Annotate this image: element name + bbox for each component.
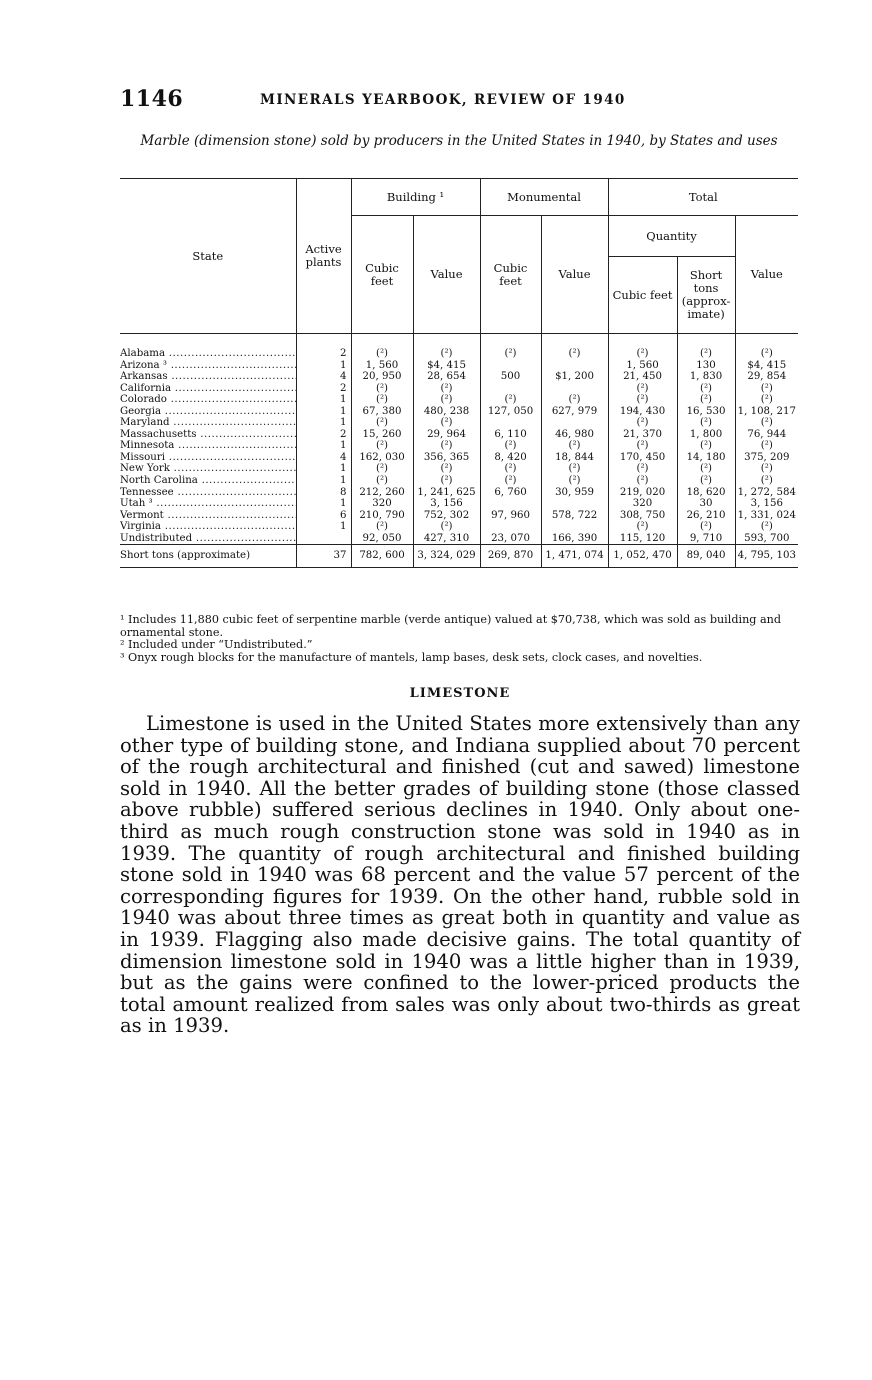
table-row (120, 487, 798, 499)
cell-b-val: (²) (413, 475, 480, 487)
cell-t-tons: (²) (677, 417, 735, 429)
cell-t-tons: (²) (677, 394, 735, 406)
cell-b-cf: (²) (351, 394, 413, 406)
cell-t-val: 1, 108, 217 (735, 406, 798, 418)
cell-b-cf: 212, 260 (351, 487, 413, 499)
cell-m-cf (480, 360, 541, 372)
cell-t-cf: 308, 750 (608, 510, 677, 522)
cell-t-val: 3, 156 (735, 498, 798, 510)
cell-t-val: 4, 795, 103 (735, 545, 798, 568)
state-cell (120, 406, 296, 418)
state-name: Vermont ..... (120, 510, 296, 522)
cell-t-cf: (²) (608, 394, 677, 406)
cell-t-tons: (²) (677, 334, 735, 360)
cell-b-cf: (²) (351, 383, 413, 395)
state-name: Massachusetts ..... (120, 429, 296, 441)
state-cell (120, 360, 296, 372)
state-cell (120, 371, 296, 383)
state-cell (120, 417, 296, 429)
cell-plants: 4 (296, 371, 351, 383)
cell-m-val: $1, 200 (541, 371, 608, 383)
cell-b-cf: 15, 260 (351, 429, 413, 441)
cell-plants: 8 (296, 487, 351, 499)
state-cell (120, 475, 296, 487)
state-name: California ..... (120, 383, 296, 395)
running-title: MINERALS YEARBOOK, REVIEW OF 1940 (260, 92, 626, 108)
cell-m-cf: 23, 070 (480, 533, 541, 545)
cell-m-val (541, 521, 608, 533)
cell-plants: 1 (296, 521, 351, 533)
table-row (120, 360, 798, 372)
header-short-tons: Short tons (approx-imate) (677, 257, 735, 334)
cell-t-tons: (²) (677, 440, 735, 452)
cell-m-val (541, 383, 608, 395)
header-monumental-cubic-feet: Cubic feet (480, 216, 541, 334)
table-row (120, 521, 798, 533)
cell-m-cf: 127, 050 (480, 406, 541, 418)
cell-m-cf (480, 498, 541, 510)
state-cell (120, 334, 296, 360)
table-row (120, 533, 798, 545)
cell-t-cf: 320 (608, 498, 677, 510)
cell-m-val: 1, 471, 074 (541, 545, 608, 568)
cell-t-tons: (²) (677, 521, 735, 533)
header-total-value: Value (735, 216, 798, 334)
cell-t-val: (²) (735, 394, 798, 406)
cell-b-val: 427, 310 (413, 533, 480, 545)
cell-b-val: (²) (413, 521, 480, 533)
state-name: Alabama ..... (120, 348, 296, 360)
table-row (120, 440, 798, 452)
cell-m-cf: 6, 110 (480, 429, 541, 441)
state-cell (120, 498, 296, 510)
cell-plants: 6 (296, 510, 351, 522)
cell-b-val: 356, 365 (413, 452, 480, 464)
cell-t-val: (²) (735, 417, 798, 429)
cell-b-cf: 320 (351, 498, 413, 510)
state-cell (120, 545, 296, 568)
header-building: Building ¹ (351, 179, 480, 216)
table-row (120, 463, 798, 475)
cell-m-val: (²) (541, 475, 608, 487)
page-number: 1146 (120, 86, 184, 112)
cell-m-cf: (²) (480, 394, 541, 406)
cell-b-val: (²) (413, 394, 480, 406)
cell-t-tons: 14, 180 (677, 452, 735, 464)
header-quantity: Quantity (608, 216, 735, 257)
cell-m-cf (480, 417, 541, 429)
cell-b-cf: (²) (351, 334, 413, 360)
cell-b-cf: 20, 950 (351, 371, 413, 383)
cell-b-cf: (²) (351, 440, 413, 452)
cell-plants: 1 (296, 394, 351, 406)
cell-t-cf: (²) (608, 383, 677, 395)
table-header (120, 179, 798, 334)
cell-plants: 1 (296, 360, 351, 372)
cell-t-cf: 115, 120 (608, 533, 677, 545)
state-name: Arizona ³ ..... (120, 360, 296, 372)
cell-plants: 1 (296, 440, 351, 452)
header-monumental: Monumental (480, 179, 608, 216)
state-name: Colorado ..... (120, 394, 296, 406)
cell-plants: 2 (296, 383, 351, 395)
cell-t-cf: 170, 450 (608, 452, 677, 464)
body-paragraph: Limestone is used in the United States more extensively than any other type of building stone, and Indiana supplied about 70 percent of the rough architectural and finished (cut and sawed) limestone sold in 1940. All the better grades of building stone (those classed above rubble) suffered serious declines in 1940. Only about one-third as much rough construction stone was sold in 1940 as in 1939. The quantity of rough architectural and finished building stone sold in 1940 was 68 percent and the value 57 percent of the corresponding figures for 1939. On the other hand, rubble sold in 1940 was about three times as great both in quantity and value as in 1939. Flagging also made decisive gains. The total quantity of dimension limestone sold in 1940 was a little higher than in 1939, but as the gains were confined to the lower-priced products the total amount realized from sales was only about two-thirds as great as in 1939. (120, 712, 800, 1038)
cell-b-val: (²) (413, 463, 480, 475)
cell-t-cf: 194, 430 (608, 406, 677, 418)
cell-m-val: 30, 959 (541, 487, 608, 499)
table-row (120, 406, 798, 418)
footnote-1: ¹ Includes 11,880 cubic feet of serpentine marble (verde antique) valued at $70,738, which was sold as building and ornamental stone. (120, 613, 782, 639)
footnotes (120, 614, 800, 664)
cell-b-cf: 1, 560 (351, 360, 413, 372)
state-cell (120, 487, 296, 499)
cell-plants: 37 (296, 545, 351, 568)
cell-m-val: (²) (541, 334, 608, 360)
cell-b-cf: 92, 050 (351, 533, 413, 545)
cell-b-val: 29, 964 (413, 429, 480, 441)
cell-t-tons: 89, 040 (677, 545, 735, 568)
cell-m-val: 578, 722 (541, 510, 608, 522)
state-cell (120, 394, 296, 406)
cell-b-val: 3, 324, 029 (413, 545, 480, 568)
header-total: Total (608, 179, 798, 216)
cell-t-tons: (²) (677, 475, 735, 487)
cell-t-cf: (²) (608, 440, 677, 452)
state-name: Undistributed ..... (120, 533, 296, 545)
cell-b-cf: (²) (351, 463, 413, 475)
table-row (120, 452, 798, 464)
cell-t-val: 1, 272, 584 (735, 487, 798, 499)
cell-m-val: (²) (541, 440, 608, 452)
cell-t-cf: 21, 370 (608, 429, 677, 441)
cell-b-cf: (²) (351, 475, 413, 487)
cell-plants: 1 (296, 463, 351, 475)
state-name: Georgia ..... (120, 406, 296, 418)
cell-b-cf: (²) (351, 521, 413, 533)
footnote-3: ³ Onyx rough blocks for the manufacture of mantels, lamp bases, desk sets, clock cases, and novelties. (120, 650, 703, 664)
cell-b-cf: (²) (351, 417, 413, 429)
cell-m-val: 627, 979 (541, 406, 608, 418)
cell-m-cf: (²) (480, 475, 541, 487)
cell-t-tons: 16, 530 (677, 406, 735, 418)
cell-b-val: 28, 654 (413, 371, 480, 383)
cell-t-val: 593, 700 (735, 533, 798, 545)
cell-t-cf: 219, 020 (608, 487, 677, 499)
state-name: Missouri ..... (120, 452, 296, 464)
state-cell (120, 510, 296, 522)
cell-b-val: 752, 302 (413, 510, 480, 522)
table-row (120, 371, 798, 383)
header-building-value: Value (413, 216, 480, 334)
state-name: Virginia ..... (120, 521, 296, 533)
header-total-cubic-feet: Cubic feet (608, 257, 677, 334)
state-name: Maryland ..... (120, 417, 296, 429)
cell-t-tons: 1, 830 (677, 371, 735, 383)
cell-m-val: (²) (541, 463, 608, 475)
cell-b-cf: 782, 600 (351, 545, 413, 568)
cell-t-cf: (²) (608, 521, 677, 533)
cell-t-tons: 130 (677, 360, 735, 372)
cell-t-val: 1, 331, 024 (735, 510, 798, 522)
state-name: Utah ³ ..... (120, 498, 296, 510)
cell-b-val: (²) (413, 417, 480, 429)
state-name: Arkansas ..... (120, 371, 296, 383)
cell-b-cf: 162, 030 (351, 452, 413, 464)
running-head (120, 86, 800, 112)
table-row (120, 383, 798, 395)
header-monumental-value: Value (541, 216, 608, 334)
state-cell (120, 521, 296, 533)
cell-b-val: 480, 238 (413, 406, 480, 418)
table-row (120, 334, 798, 360)
cell-plants: 1 (296, 475, 351, 487)
cell-t-tons: 1, 800 (677, 429, 735, 441)
cell-t-tons: (²) (677, 383, 735, 395)
cell-t-val: (²) (735, 475, 798, 487)
cell-plants: 1 (296, 498, 351, 510)
cell-t-val: 375, 209 (735, 452, 798, 464)
cell-m-val: 166, 390 (541, 533, 608, 545)
cell-plants (296, 533, 351, 545)
header-state: State (120, 179, 296, 334)
table-row (120, 394, 798, 406)
table-row (120, 429, 798, 441)
state-name: Minnesota ..... (120, 440, 296, 452)
cell-m-cf: (²) (480, 440, 541, 452)
state-cell (120, 429, 296, 441)
cell-t-cf: (²) (608, 475, 677, 487)
cell-m-cf: 8, 420 (480, 452, 541, 464)
cell-m-val (541, 498, 608, 510)
cell-t-cf: 21, 450 (608, 371, 677, 383)
state-name: Tennessee ..... (120, 487, 296, 499)
footnote-2: ² Included under “Undistributed.” (120, 638, 313, 651)
cell-t-val: $4, 415 (735, 360, 798, 372)
cell-t-val: 76, 944 (735, 429, 798, 441)
cell-m-cf: 500 (480, 371, 541, 383)
state-cell (120, 463, 296, 475)
cell-b-val: 3, 156 (413, 498, 480, 510)
cell-m-val (541, 417, 608, 429)
cell-t-tons: 26, 210 (677, 510, 735, 522)
cell-plants: 1 (296, 417, 351, 429)
state-cell (120, 383, 296, 395)
cell-plants: 2 (296, 429, 351, 441)
header-building-cubic-feet: Cubic feet (351, 216, 413, 334)
cell-t-val: (²) (735, 463, 798, 475)
cell-plants: 4 (296, 452, 351, 464)
cell-m-val: (²) (541, 394, 608, 406)
state-cell (120, 533, 296, 545)
cell-m-cf (480, 383, 541, 395)
header-active-plants: Active plants (296, 179, 351, 334)
cell-m-cf (480, 521, 541, 533)
state-cell (120, 452, 296, 464)
cell-plants: 1 (296, 406, 351, 418)
cell-b-val: (²) (413, 383, 480, 395)
cell-t-tons: (²) (677, 463, 735, 475)
table-caption: Marble (dimension stone) sold by producers in the United States in 1940, by States and uses (140, 133, 778, 149)
table-body (120, 334, 798, 568)
cell-b-val: 1, 241, 625 (413, 487, 480, 499)
table-row (120, 510, 798, 522)
cell-m-cf: 6, 760 (480, 487, 541, 499)
cell-b-cf: 210, 790 (351, 510, 413, 522)
table-row (120, 417, 798, 429)
state-name: Short tons (approximate) (120, 550, 251, 562)
cell-b-cf: 67, 380 (351, 406, 413, 418)
cell-t-val: 29, 854 (735, 371, 798, 383)
table-row (120, 475, 798, 487)
cell-b-val: $4, 415 (413, 360, 480, 372)
cell-m-val: 46, 980 (541, 429, 608, 441)
cell-m-cf: (²) (480, 463, 541, 475)
cell-t-val: (²) (735, 383, 798, 395)
cell-t-cf: (²) (608, 463, 677, 475)
cell-t-cf: 1, 052, 470 (608, 545, 677, 568)
cell-m-cf: 269, 870 (480, 545, 541, 568)
state-cell (120, 440, 296, 452)
cell-b-val: (²) (413, 334, 480, 360)
table-total-row (120, 545, 798, 568)
cell-t-cf: (²) (608, 417, 677, 429)
cell-t-val: (²) (735, 521, 798, 533)
cell-m-cf: 97, 960 (480, 510, 541, 522)
section-heading: LIMESTONE (409, 686, 511, 701)
cell-m-val (541, 360, 608, 372)
cell-t-tons: 18, 620 (677, 487, 735, 499)
cell-plants: 2 (296, 334, 351, 360)
cell-b-val: (²) (413, 440, 480, 452)
cell-m-val: 18, 844 (541, 452, 608, 464)
cell-t-cf: (²) (608, 334, 677, 360)
marble-table (120, 178, 798, 568)
cell-t-cf: 1, 560 (608, 360, 677, 372)
cell-m-cf: (²) (480, 334, 541, 360)
table-row (120, 498, 798, 510)
cell-t-tons: 30 (677, 498, 735, 510)
cell-t-tons: 9, 710 (677, 533, 735, 545)
state-name: North Carolina ..... (120, 475, 296, 487)
cell-t-val: (²) (735, 440, 798, 452)
cell-t-val: (²) (735, 334, 798, 360)
state-name: New York ..... (120, 463, 296, 475)
